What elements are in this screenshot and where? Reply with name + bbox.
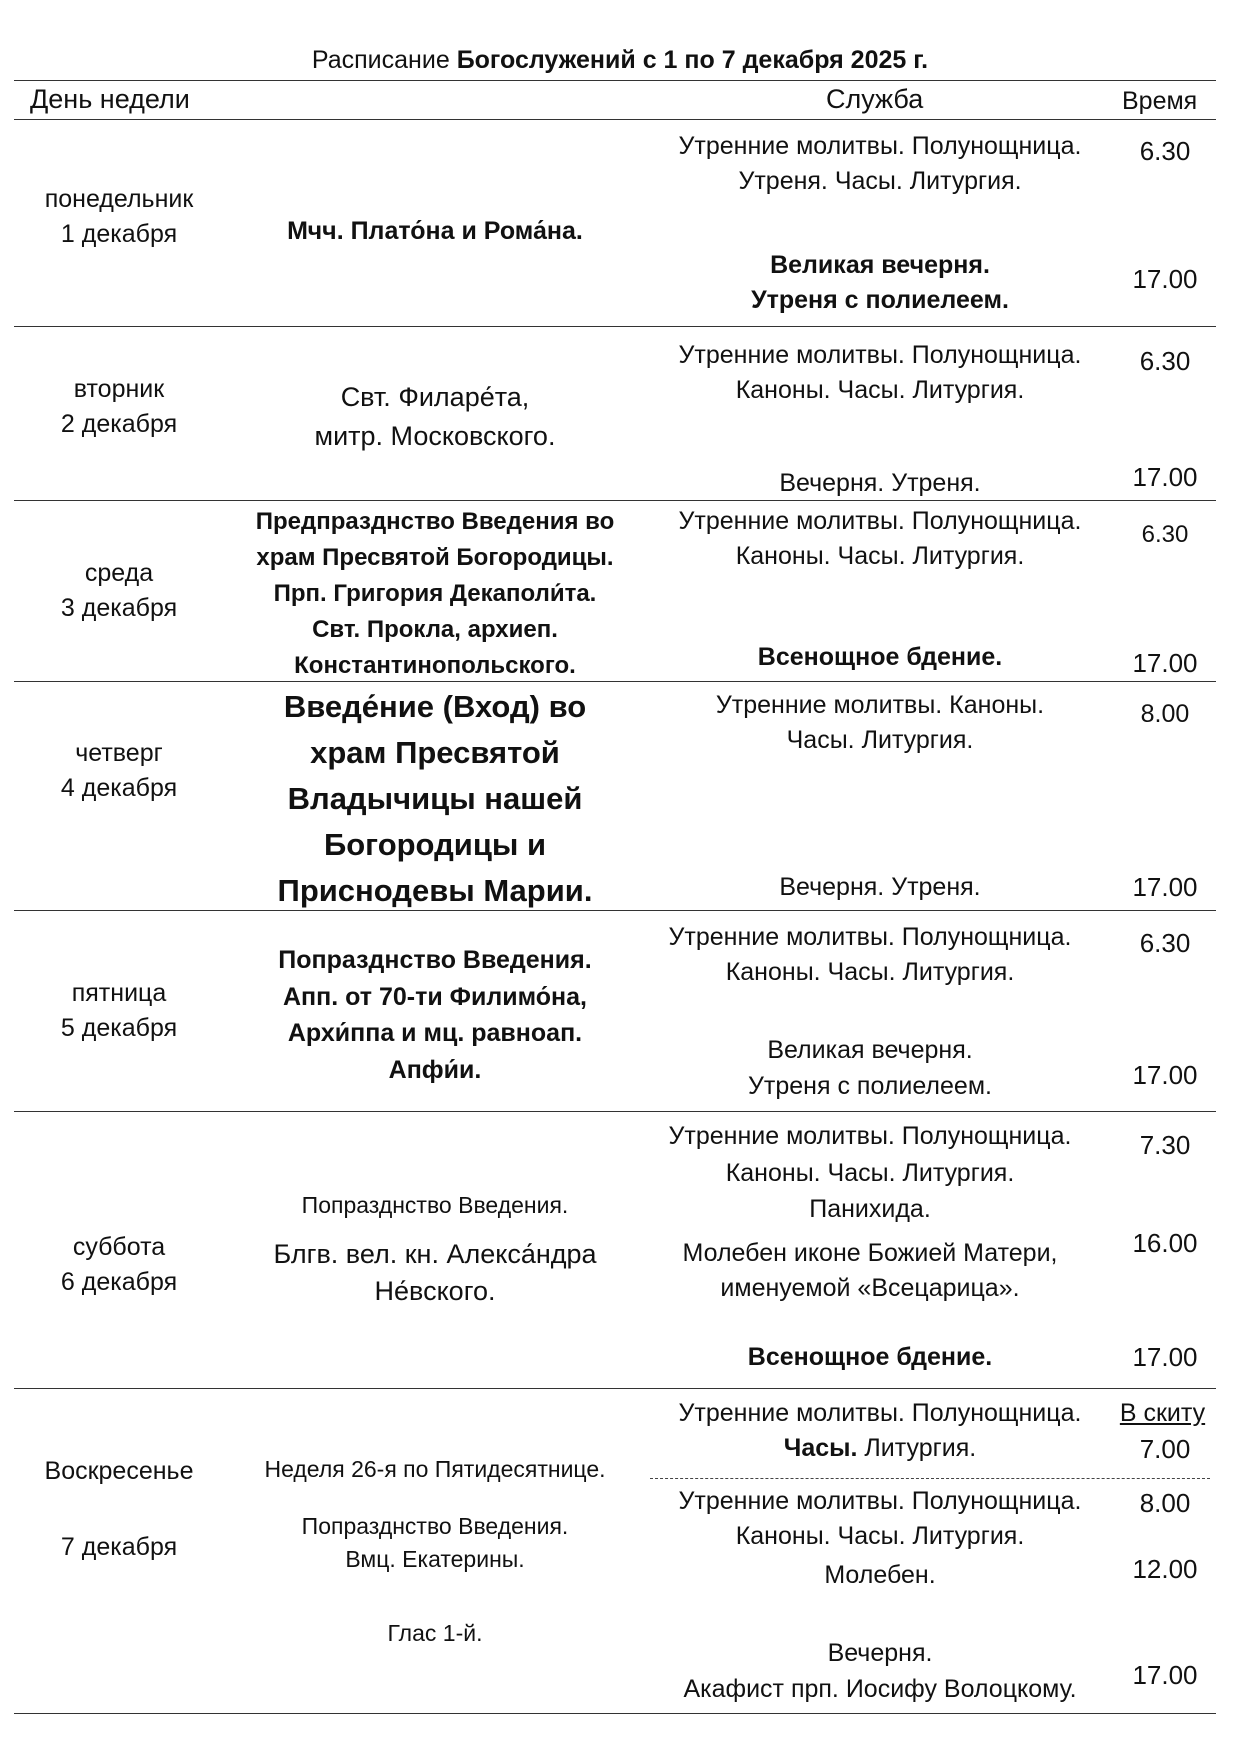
feast-line: Архи́ппа и мц. равноап.: [287, 1019, 583, 1047]
service-line-bold: Часы.: [783, 1433, 858, 1462]
service-time: 8.00: [1140, 700, 1190, 728]
day-name: вторник: [73, 375, 165, 403]
service-time: 17.00: [1132, 264, 1198, 294]
service-line: Утреня. Часы. Литургия.: [738, 166, 1022, 195]
feast-line: митр. Московского.: [314, 421, 556, 452]
service-line: [640, 1431, 1120, 1466]
day-name: среда: [84, 559, 154, 587]
service-entry: [640, 338, 1120, 407]
service-entry: [640, 640, 1120, 675]
day-name: пятница: [71, 979, 167, 1007]
service-time: 16.00: [1132, 1228, 1198, 1258]
title-prefix: Расписание: [311, 46, 450, 74]
service-time: 17.00: [1132, 872, 1198, 902]
service-entry: [640, 1396, 1120, 1465]
service-line: Великая вечерня.: [770, 251, 990, 279]
day-date: 4 декабря: [60, 773, 178, 802]
day-cell: [14, 372, 224, 441]
day-name: четверг: [75, 739, 163, 767]
service-line: Утреня с полиелеем.: [748, 1072, 992, 1101]
row-rule: [14, 500, 1216, 501]
service-line: Вечерня. Утреня.: [779, 469, 981, 497]
service-line: именуемой «Всецарица».: [720, 1273, 1020, 1302]
service-line: Каноны. Часы. Литургия.: [735, 541, 1025, 570]
day-name: Воскресенье: [44, 1457, 194, 1485]
feast-top-line: Попразднство Введения.: [301, 1192, 569, 1218]
service-time: 6.30: [1139, 346, 1191, 376]
service-line: Утренние молитвы. Полунощница.: [668, 923, 1072, 951]
service-line: Каноны. Часы. Литургия.: [725, 957, 1015, 986]
service-entry: [640, 1636, 1120, 1707]
feast-cell: [230, 378, 640, 457]
feast-cell: [230, 1510, 640, 1575]
feast-line: Мчч. Плато́на и Рома́на.: [287, 217, 583, 245]
service-line-rest: Литургия.: [857, 1433, 977, 1462]
service-entry: [630, 920, 1110, 989]
feast-week: Неделя 26-я по Пятидесятнице.: [264, 1456, 606, 1482]
service-entry: [630, 1340, 1110, 1375]
feast-cell: [230, 684, 640, 913]
day-date: 5 декабря: [60, 1013, 178, 1042]
feast-cell: [230, 942, 640, 1088]
day-date: 3 декабря: [60, 593, 178, 622]
day-date: 6 декабря: [60, 1267, 178, 1296]
feast-line: Попразднство Введения.: [301, 1513, 569, 1539]
header-service: Служба: [826, 84, 924, 114]
service-time: 17.00: [1132, 648, 1198, 678]
row-rule: [14, 681, 1216, 682]
service-line: Утренние молитвы. Полунощница.: [668, 1122, 1072, 1150]
service-entry: [640, 129, 1120, 198]
service-line: Каноны. Часы. Литургия.: [735, 375, 1025, 404]
skete-label: В скиту: [1119, 1399, 1206, 1427]
service-time: 6.30: [1141, 521, 1189, 548]
service-entry: [640, 1558, 1120, 1593]
service-line: Вечерня. Утреня.: [779, 873, 981, 901]
service-line: Утренние молитвы. Каноны.: [715, 691, 1045, 719]
service-time: 7.30: [1139, 1130, 1191, 1160]
service-line: Молебен.: [824, 1561, 936, 1589]
header-day: День недели: [30, 84, 190, 114]
tone-label: Глас 1-й.: [387, 1620, 483, 1646]
feast-line: Блгв. вел. кн. Алекса́ндра: [273, 1239, 597, 1269]
service-time: 17.00: [1132, 462, 1198, 492]
service-line: Утренние молитвы. Полунощница.: [678, 507, 1082, 535]
service-time: 17.00: [1132, 1660, 1198, 1690]
service-line: Вечерня.: [827, 1639, 933, 1667]
title-bold: Богослужений с 1 по 7 декабря 2025 г.: [456, 46, 929, 74]
service-line: Всенощное бдение.: [747, 1343, 993, 1371]
day-cell: [14, 736, 224, 805]
service-line: Панихида.: [809, 1195, 931, 1223]
table-bottom-rule: [14, 1713, 1216, 1714]
feast-line: Вмц. Екатерины.: [345, 1545, 525, 1572]
service-entry: [640, 688, 1120, 757]
service-line: Утреня с полиелеем.: [751, 285, 1009, 314]
service-line: Утренние молитвы. Полунощница.: [678, 1487, 1082, 1515]
feast-line: Апфи́и.: [388, 1055, 482, 1084]
service-entry: [640, 466, 1120, 501]
feast-line: Введе́ние (Вход) во: [283, 689, 587, 724]
day-name: суббота: [72, 1233, 166, 1261]
table-top-rule: [14, 80, 1216, 81]
row-rule: [14, 1111, 1216, 1112]
feast-line: Константинопольского.: [294, 652, 576, 679]
feast-line: Предпразднство Введения во: [255, 508, 615, 535]
service-time: 17.00: [1132, 1342, 1198, 1372]
service-time: 7.00: [1139, 1434, 1191, 1464]
feast-line: Не́вского.: [374, 1275, 496, 1306]
row-rule: [14, 326, 1216, 327]
feast-cell: [230, 504, 640, 684]
day-cell: [14, 556, 224, 625]
service-line: Утренние молитвы. Полунощница.: [678, 1399, 1082, 1427]
feast-cell: [230, 214, 640, 249]
service-time: 17.00: [1132, 1060, 1198, 1090]
service-entry: [640, 248, 1120, 317]
feast-line: Богородицы и: [323, 826, 547, 862]
row-rule: [14, 1388, 1216, 1389]
day-name: понедельник: [44, 185, 194, 213]
row-rule: [14, 910, 1216, 911]
feast-line: Владычицы нашей: [287, 780, 583, 816]
page-title: [0, 46, 1240, 75]
feast-line: храм Пресвятой Богородицы.: [256, 544, 614, 571]
service-line: Утренние молитвы. Полунощница.: [678, 341, 1082, 369]
service-entry: [630, 1118, 1110, 1228]
service-entry: [640, 504, 1120, 573]
service-line: Утренние молитвы. Полунощница.: [678, 132, 1082, 160]
service-time: 6.30: [1139, 136, 1191, 166]
service-line: Акафист прп. Иосифу Волоцкому.: [683, 1674, 1077, 1703]
feast-cell: [230, 1236, 640, 1309]
day-date: 7 декабря: [60, 1533, 178, 1561]
day-cell: [14, 1230, 224, 1299]
service-time: 12.00: [1132, 1554, 1198, 1584]
service-line: Каноны. Часы. Литургия.: [725, 1158, 1015, 1187]
service-entry: [640, 1484, 1120, 1553]
feast-line: храм Пресвятой: [310, 734, 560, 770]
service-line: Всенощное бдение.: [757, 643, 1003, 671]
service-line: Великая вечерня.: [767, 1036, 973, 1064]
service-line: Часы. Литургия.: [786, 725, 974, 754]
service-entry: [630, 1032, 1110, 1105]
service-entry: [640, 870, 1120, 905]
feast-line: Прп. Григория Декаполи́та.: [273, 580, 597, 607]
feast-line: Приснодевы Марии.: [277, 872, 593, 908]
day-cell: [14, 976, 224, 1045]
feast-line: Свт. Прокла, архиеп.: [312, 616, 558, 643]
service-line: Молебен иконе Божией Матери,: [682, 1239, 1058, 1267]
day-date: 1 декабря: [60, 219, 178, 248]
day-cell: [14, 182, 224, 251]
skete-divider: [650, 1478, 1210, 1479]
feast-line: Апп. от 70-ти Филимо́на,: [282, 982, 588, 1011]
day-date: 2 декабря: [60, 409, 178, 438]
header-time: Время: [1122, 87, 1198, 115]
feast-line: Попразднство Введения.: [278, 946, 592, 974]
service-line: Каноны. Часы. Литургия.: [735, 1521, 1025, 1550]
header-rule: [14, 119, 1216, 120]
feast-line: Свт. Филаре́та,: [340, 382, 530, 412]
service-entry: [630, 1236, 1110, 1305]
service-time: 8.00: [1139, 1488, 1191, 1518]
service-time: 6.30: [1139, 928, 1191, 958]
